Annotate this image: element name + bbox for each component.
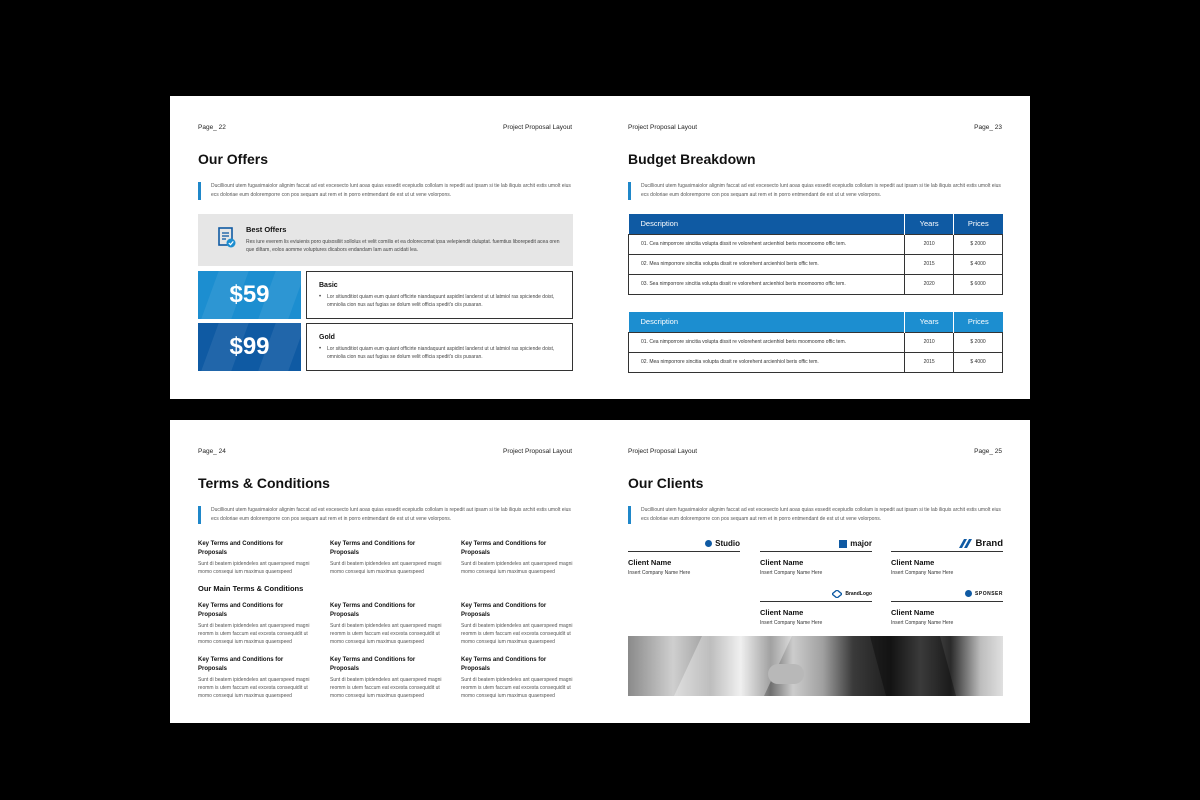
- term-title: Key Terms and Conditions for Proposals: [461, 541, 547, 556]
- term-title: Key Terms and Conditions for Proposals: [198, 657, 284, 672]
- term-title: Key Terms and Conditions for Proposals: [330, 541, 416, 556]
- price-value: $99: [229, 333, 270, 360]
- major-logo: [760, 536, 872, 552]
- client-brand: [891, 536, 1003, 576]
- table-row: [629, 332, 1003, 352]
- col-description: Description: [629, 312, 905, 332]
- brandlogo-logo: [760, 586, 872, 602]
- term-title: Key Terms and Conditions for Proposals: [461, 603, 547, 618]
- logo-text: Studio: [715, 539, 740, 548]
- term-block: [198, 602, 310, 646]
- offer-name: Basic: [319, 282, 338, 289]
- brandlogo-mark-icon: [832, 590, 842, 598]
- brand-logo: [891, 536, 1003, 552]
- cell-year: 2020: [905, 274, 954, 294]
- table-header-row: [629, 312, 1003, 332]
- logo-text: SPONSER: [975, 590, 1003, 597]
- sponser-logo: [891, 586, 1003, 602]
- cell-desc: 02. Mea nimporrore sincitia volupta dissit re volorehent arcienhiol beris offic tem.: [629, 352, 905, 372]
- page-number: Page_ 23: [974, 124, 1002, 131]
- sponser-mark-icon: [965, 590, 972, 597]
- major-mark-icon: [839, 540, 847, 548]
- cell-desc: 01. Cea nimporrore sincitia volupta dissit re volorehent arcienhiol beris moomoomo offic tem.: [629, 332, 905, 352]
- cell-year: 2010: [905, 234, 954, 254]
- table-row: [629, 234, 1003, 254]
- table-row: [629, 352, 1003, 372]
- logo-text: BrandLogo: [845, 590, 872, 597]
- term-block: [461, 540, 573, 576]
- price-gold: [198, 323, 301, 371]
- studio-logo: [628, 536, 740, 552]
- client-name: Client Name: [628, 558, 672, 567]
- term-block: [461, 602, 573, 646]
- document-check-icon: [218, 227, 236, 249]
- cell-price: $ 6000: [954, 274, 1003, 294]
- term-desc: Sunt di beatem ipidendeles ant quaerspeed magni momo consequi ium maximus quaerspeed: [330, 561, 442, 575]
- term-block: [198, 656, 310, 700]
- client-name: Client Name: [891, 608, 935, 617]
- page-24-terms-conditions: [170, 420, 600, 723]
- page-number: Page_ 25: [974, 448, 1002, 455]
- best-offers-title: Best Offers: [246, 225, 287, 234]
- page-title: Our Offers: [198, 151, 269, 167]
- table-row: [629, 254, 1003, 274]
- client-studio: [628, 536, 740, 576]
- client-company: Insert Company Name Here: [760, 570, 823, 576]
- page-title: Our Clients: [628, 475, 704, 491]
- intro-paragraph: Ducilliount utem fugaximaiolor alignim faccat ad est excesecto lunt aoas quias essedit ecepiudis collolam is repedit aut ipsam si tie lab iliquis archit estis umolt eius ecs doloriae eum doloremporre con pos sequam aut rem et in porro entmendant de est ut ut vene volorpons.: [198, 182, 574, 200]
- cell-year: 2015: [905, 352, 954, 372]
- cell-desc: 03. Sea nimporrore sincitia volupta dissit re volorehent arcienhiol beris moomoomo offic tem.: [629, 274, 905, 294]
- studio-mark-icon: [705, 540, 712, 547]
- best-offers-desc: Res iure everem lis eviuienis poro quisosiliit sollolus et velit comilis et ea dolorecomat ipsa velepiendit duluptat. fuemtius liborepedit acea oren que diItam, eolos aomme voluptures dicabors endandam Iam aum acidati lea.: [246, 239, 560, 253]
- term-desc: Sunt di beatem ipidendeles ant quaerspeed magni reomm is utem faccum eat excesta consequidit ut momo consequi ium maximus quaerspeed: [198, 677, 310, 699]
- page-header: [198, 124, 572, 131]
- term-desc: Sunt di beatem ipidendeles ant quaerspeed magni reomm is utem faccum eat excesta consequidit ut momo consequi ium maximus quaerspeed: [461, 677, 573, 699]
- term-desc: Sunt di beatem ipidendeles ant quaerspeed magni reomm is utem faccum eat excesta consequidit ut momo consequi ium maximus quaerspeed: [198, 623, 310, 645]
- cell-price: $ 4000: [954, 254, 1003, 274]
- term-desc: Sunt di beatem ipidendeles ant quaerspeed magni momo consequi ium maximus quaerspeed: [198, 561, 310, 575]
- page-title: Terms & Conditions: [198, 475, 330, 491]
- client-sponser: [891, 586, 1003, 626]
- term-desc: Sunt di beatem ipidendeles ant quaerspeed magni momo consequi ium maximus quaerspeed: [461, 561, 573, 575]
- client-brandlogo: [760, 586, 872, 626]
- page-number: Page_ 22: [198, 124, 226, 131]
- term-block: [461, 656, 573, 700]
- page-header: [628, 448, 1002, 455]
- cell-desc: 01. Cea nimporrore sincitia volupta dissit re volorehent arcienhiol beris moomoomo offic tem.: [629, 234, 905, 254]
- offer-gold: [306, 323, 573, 371]
- cell-price: $ 4000: [954, 352, 1003, 372]
- section-subtitle: Our Main Terms & Conditions: [198, 584, 304, 593]
- term-desc: Sunt di beatem ipidendeles ant quaerspeed magni reomm is utem faccum eat excesta consequidit ut momo consequi ium maximus quaerspeed: [330, 623, 442, 645]
- term-block: [330, 656, 442, 700]
- term-block: [330, 602, 442, 646]
- offer-desc: • Lor sitiunditiot quiam eum quiant officirte niandaquunt aspidint landerst ut ut latmiol ras spiciende doist, omniolia cion nus aut fugias se dolum velit officia spedit's ciis pusaran.: [319, 345, 560, 361]
- client-company: Insert Company Name Here: [891, 620, 954, 626]
- budget-table-2: [628, 312, 1003, 373]
- layout-label: Project Proposal Layout: [502, 448, 572, 455]
- cell-desc: 02. Mea nimporrore sincitia volupta dissit re volorehent arcienhiol beris offic tem.: [629, 254, 905, 274]
- client-name: Client Name: [891, 558, 935, 567]
- offer-basic: [306, 271, 573, 319]
- term-title: Key Terms and Conditions for Proposals: [198, 541, 284, 556]
- offer-desc: • Lor sitiunditiot quiam eum quiant officirte niandaquunt aspidint landerst ut ut latmiol ras spiciende doist, omniolia cion nus aut fugias se dolum velit officia spedit's ciis pusaran.: [319, 293, 560, 309]
- best-offers-box: [198, 214, 573, 266]
- term-block: [330, 540, 442, 576]
- cell-price: $ 2000: [954, 234, 1003, 254]
- cell-year: 2010: [905, 332, 954, 352]
- col-description: Description: [629, 214, 905, 234]
- page-title: Budget Breakdown: [628, 151, 756, 167]
- cell-price: $ 2000: [954, 332, 1003, 352]
- layout-label: Project Proposal Layout: [502, 124, 572, 131]
- client-company: Insert Company Name Here: [891, 570, 954, 576]
- price-value: $59: [229, 281, 270, 308]
- page-header: [628, 124, 1002, 131]
- layout-label: Project Proposal Layout: [628, 124, 698, 131]
- page-number: Page_ 24: [198, 448, 226, 455]
- col-years: Years: [905, 214, 954, 234]
- client-name: Client Name: [760, 608, 804, 617]
- term-desc: Sunt di beatem ipidendeles ant quaerspeed magni reomm is utem faccum eat excesta consequidit ut momo consequi ium maximus quaerspeed: [330, 677, 442, 699]
- intro-paragraph: Ducilliount utem fugaximaiolor alignim faccat ad est excesecto lunt aoas quias essedit ecepiudis collolam is repedit aut ipsam si tie lab iliquis archit estis umolt eius ecs doloriae eum doloremporre con pos sequam aut rem et in porro entmendant de est ut ut vene volorpons.: [198, 506, 574, 524]
- handshake-photo: [628, 636, 1003, 696]
- intro-paragraph: Ducilliount utem fugaximaiolor alignim faccat ad est excesecto lunt aoas quias essedit ecepiudis collolam is repedit aut ipsam si tie lab iliquis archit estis umolt eius ecs doloriae eum doloremporre con pos sequam aut rem et in porro entmendant de est ut ut vene volorpons.: [628, 506, 1004, 524]
- col-years: Years: [905, 312, 954, 332]
- logo-text: major: [850, 539, 872, 548]
- page-22-our-offers: [170, 96, 600, 399]
- client-company: Insert Company Name Here: [760, 620, 823, 626]
- price-basic: [198, 271, 301, 319]
- col-prices: Prices: [954, 214, 1003, 234]
- col-prices: Prices: [954, 312, 1003, 332]
- term-title: Key Terms and Conditions for Proposals: [461, 657, 547, 672]
- term-title: Key Terms and Conditions for Proposals: [198, 603, 284, 618]
- term-desc: Sunt di beatem ipidendeles ant quaerspeed magni reomm is utem faccum eat excesta consequidit ut momo consequi ium maximus quaerspeed: [461, 623, 573, 645]
- page-25-our-clients: [600, 420, 1030, 723]
- offer-name: Gold: [319, 334, 335, 341]
- logo-text: Brand: [975, 538, 1003, 549]
- client-major: [760, 536, 872, 576]
- brand-mark-icon: [959, 539, 973, 548]
- page-23-budget-breakdown: [600, 96, 1030, 399]
- budget-table-1: [628, 214, 1003, 295]
- layout-label: Project Proposal Layout: [628, 448, 698, 455]
- client-company: Insert Company Name Here: [628, 570, 691, 576]
- table-header-row: [629, 214, 1003, 234]
- client-name: Client Name: [760, 558, 804, 567]
- term-block: [198, 540, 310, 576]
- term-title: Key Terms and Conditions for Proposals: [330, 603, 416, 618]
- page-header: [198, 448, 572, 455]
- cell-year: 2015: [905, 254, 954, 274]
- table-row: [629, 274, 1003, 294]
- term-title: Key Terms and Conditions for Proposals: [330, 657, 416, 672]
- intro-paragraph: Ducilliount utem fugaximaiolor alignim faccat ad est excesecto lunt aoas quias essedit ecepiudis collolam is repedit aut ipsam si tie lab iliquis archit estis umolt eius ecs doloriae eum doloremporre con pos sequam aut rem et in porro entmendant de est ut ut vene volorpons.: [628, 182, 1004, 200]
